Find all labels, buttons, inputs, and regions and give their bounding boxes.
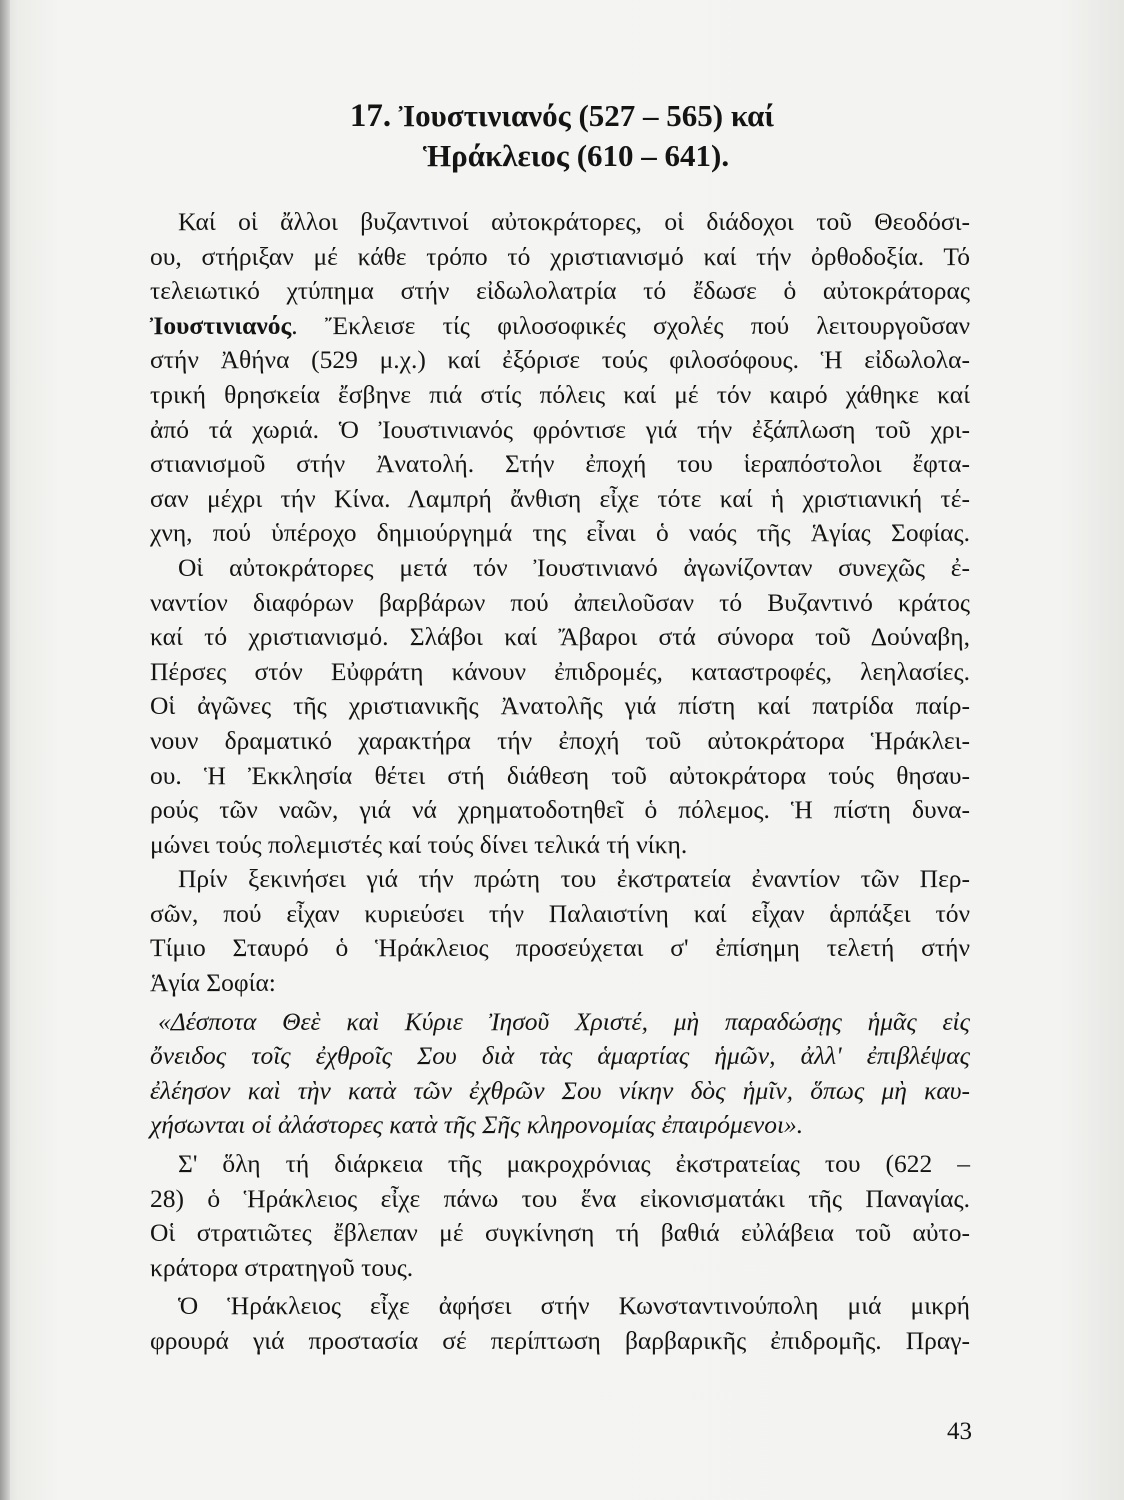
text-line: κράτορα στρατηγοῦ τους. bbox=[150, 1252, 414, 1282]
chapter-title-line-2 bbox=[0, 136, 1124, 176]
emperor-name-bold: Ἰουστινιανός bbox=[150, 310, 292, 340]
text-line: Οἱ αὐτοκράτορες μετά τόν Ἰουστινιανό ἀγωνίζονταν συνεχῶς ἐ- bbox=[178, 552, 970, 582]
quote-line: «Δέσποτα Θεὲ καὶ Κύριε Ἰησοῦ Χριστέ, μὴ παραδώσῃς ἡμᾶς εἰς bbox=[158, 1006, 970, 1036]
chapter-title-line-1 bbox=[0, 96, 1124, 136]
quote-line: ὄνειδος τοῖς ἐχθροῖς Σου διὰ τὰς ἁμαρτίας ἡμῶν, ἀλλ' ἐπιβλέψας bbox=[150, 1041, 970, 1071]
text-line: νουν δραματικό χαρακτήρα τήν ἐποχή τοῦ αὐτοκράτορα Ἡράκλει- bbox=[150, 725, 970, 755]
text-line: σαν μέχρι τήν Κίνα. Λαμπρή ἄνθιση εἶχε τότε καί ἡ χριστιανική τέ- bbox=[150, 483, 970, 513]
text-line: Ὁ Ἡράκλειος εἶχε ἀφήσει στήν Κωνσταντινούπολη μιά μικρή bbox=[178, 1291, 970, 1321]
text-line: 28) ὁ Ἡράκλειος εἶχε πάνω του ἕνα εἰκονισματάκι τῆς Παναγίας. bbox=[150, 1183, 970, 1213]
chapter-number: 17. bbox=[349, 98, 392, 134]
text-line: Πέρσες στόν Εὐφράτη κάνουν ἐπιδρομές, καταστροφές, λεηλασίες. bbox=[150, 656, 970, 686]
text-line: Οἱ στρατιῶτες ἔβλεπαν μέ συγκίνηση τή βαθιά εὐλάβεια τοῦ αὐτο- bbox=[150, 1218, 970, 1248]
text-line: καί τό χριστιανισμό. Σλάβοι καί Ἄβαροι στά σύνορα τοῦ Δούναβη, bbox=[150, 622, 970, 652]
paragraph bbox=[150, 1289, 970, 1358]
book-spine-shadow bbox=[0, 0, 10, 1500]
quote-line: χήσωνται οἱ ἀλάστορες κατὰ τῆς Σῆς κληρονομίας ἐπαιρόμενοι». bbox=[150, 1110, 804, 1140]
text-line: ρούς τῶν ναῶν, γιά νά χρηματοδοτηθεῖ ὁ πόλεμος. Ἡ πίστη δυνα- bbox=[150, 795, 970, 825]
text-line: ου. Ἡ Ἐκκλησία θέτει στή διάθεση τοῦ αὐτοκράτορα τούς θησαυ- bbox=[150, 760, 970, 790]
text-line: Οἱ ἀγῶνες τῆς χριστιανικῆς Ἀνατολῆς γιά πίστη καί πατρίδα παίρ- bbox=[150, 691, 970, 721]
paragraph bbox=[150, 862, 970, 1000]
text-line: στήν Ἀθήνα (529 μ.χ.) καί ἐξόρισε τούς φιλοσόφους. Ἡ εἰδωλολα- bbox=[150, 345, 970, 375]
text-line: χνη, πού ὑπέροχο δημιούργημά της εἶναι ὁ ναός τῆς Ἁγίας Σοφίας. bbox=[150, 518, 970, 548]
text-line: Πρίν ξεκινήσει γιά τήν πρώτη του ἐκστρατεία ἐναντίον τῶν Περ- bbox=[178, 864, 970, 894]
text-line: Ἁγία Σοφία: bbox=[150, 968, 276, 998]
chapter-title-text-2: Ἡράκλειος (610 – 641). bbox=[422, 138, 730, 173]
text-line: ου, στήριξαν μέ κάθε τρόπο τό χριστιανισμό καί τήν ὀρθοδοξία. Τό bbox=[150, 241, 970, 271]
quote-line: ἐλέησον καὶ τὴν κατὰ τῶν ἐχθρῶν Σου νίκην δὸς ἡμῖν, ὅπως μὴ καυ- bbox=[150, 1075, 970, 1105]
text-line: Ἰουστινιανός. Ἔκλεισε τίς φιλοσοφικές σχολές πού λειτουργοῦσαν bbox=[150, 310, 970, 340]
body-text bbox=[150, 205, 970, 1359]
text-line: τελειωτικό χτύπημα στήν εἰδωλολατρία τό ἔδωσε ὁ αὐτοκράτορας bbox=[150, 276, 970, 306]
text-line: σῶν, πού εἶχαν κυριεύσει τήν Παλαιστίνη καί εἶχαν ἁρπάξει τόν bbox=[150, 898, 970, 928]
text-line: στιανισμοῦ στήν Ἀνατολή. Στήν ἐποχή του ἱεραπόστολοι ἔφτα- bbox=[150, 449, 970, 479]
text-line: ναντίον διαφόρων βαρβάρων πού ἀπειλοῦσαν τό Βυζαντινό κράτος bbox=[150, 587, 970, 617]
text-line: φρουρά γιά προστασία σέ περίπτωση βαρβαρικῆς ἐπιδρομῆς. Πραγ- bbox=[150, 1326, 970, 1355]
text-line: μώνει τούς πολεμιστές καί τούς δίνει τελικά τή νίκη. bbox=[150, 829, 688, 859]
text-line: Σ' ὅλη τή διάρκεια τῆς μακροχρόνιας ἐκστρατείας του (622 – bbox=[178, 1149, 970, 1179]
text-line: ἀπό τά χωριά. Ὁ Ἰουστινιανός φρόντισε γιά τήν ἐξάπλωση τοῦ χρι- bbox=[150, 414, 970, 444]
paragraph bbox=[150, 1147, 970, 1285]
text-line: τρική θρησκεία ἔσβηνε πιά στίς πόλεις καί μέ τόν καιρό χάθηκε καί bbox=[150, 379, 970, 409]
chapter-title-text-1: Ἰουστινιανός (527 – 565) καί bbox=[398, 98, 775, 133]
paragraph bbox=[150, 205, 970, 551]
text-line: Τίμιο Σταυρό ὁ Ἡράκλειος προσεύχεται σ' ἐπίσημη τελετή στήν bbox=[150, 933, 970, 963]
prayer-quote bbox=[150, 1005, 970, 1143]
page-number: 43 bbox=[947, 1418, 972, 1445]
text-line: Καί οἱ ἄλλοι βυζαντινοί αὐτοκράτορες, οἱ διάδοχοι τοῦ Θεοδόσι- bbox=[178, 207, 970, 236]
paragraph bbox=[150, 551, 970, 862]
